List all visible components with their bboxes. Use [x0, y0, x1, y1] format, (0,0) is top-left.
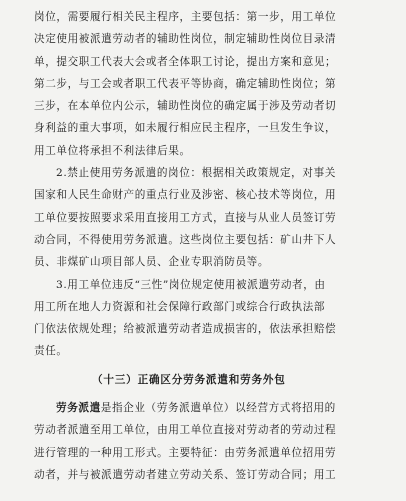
paragraph-labor-dispatch-definition	[34, 397, 378, 486]
text-fragment: 是指企业（劳务派遣单位）以经营方式将招用的	[100, 402, 336, 415]
text-line: 工单位要按照要求采用直接用工方式，直接与从业人员签订劳	[34, 211, 337, 224]
text-line: 劳动者派遣至用工单位，由用工单位直接对劳动者的劳动过程	[34, 424, 337, 437]
text-line: 三步，在本单位内公示，辅助性岗位的确定属于涉及劳动者切	[34, 100, 337, 113]
text-line: 用工所在地人力资源和社会保障行政部门或综合行政执法部	[34, 300, 326, 313]
text-line: 动者，并与被派遣劳动者建立劳动关系、签订劳动合同；用工	[34, 468, 337, 481]
defined-term: 劳务派遣	[56, 402, 101, 415]
text-line: 责任。	[34, 345, 68, 358]
text-line: 身利益的重大事项，如未履行相应民主程序，一旦发生争议，	[34, 122, 337, 135]
paragraph-prohibited-positions	[34, 162, 378, 273]
text-line: 2.禁止使用劳务派遣的岗位：根据相关政策规定，对事关	[56, 167, 336, 180]
text-line: 员、非煤矿山项目部人员、企业专职消防员等。	[34, 256, 270, 269]
text-line: 第二步，与工会或者职工代表平等协商，确定辅助性岗位；第	[34, 77, 337, 90]
text-line: 单，提交职工代表大会或者全体职工讨论，提出方案和意见；	[34, 55, 337, 68]
text-line	[34, 397, 378, 419]
paragraph-consultation-procedure	[34, 6, 378, 162]
section-heading-text: （十三）正确区分劳务派遣和劳务外包	[92, 373, 286, 386]
text-line: 3.用工单位违反“三性”岗位规定使用被派遣劳动者，由	[56, 278, 326, 291]
text-line: 进行管理的一种用工形式。主要特征：由劳务派遣单位招用劳	[34, 446, 337, 459]
text-line: 岗位，需要履行相关民主程序，主要包括：第一步，用工单位	[34, 11, 337, 23]
paragraph-violation-handling	[34, 274, 378, 363]
section-heading	[34, 369, 378, 391]
text-line: 决定使用被派遣劳动者的辅助性岗位，制定辅助性岗位目录清	[34, 33, 337, 46]
text-line: 动合同，不得使用劳务派遣。这些岗位主要包括：矿山井下人	[34, 233, 337, 246]
text-line: 国家和人民生命财产的重点行业及涉密、核心技术等岗位，用	[34, 189, 337, 202]
text-line: 门依法依规处理；给被派遣劳动者造成损害的，依法承担赔偿	[34, 323, 337, 336]
text-line: 用工单位将承担不利法律后果。	[34, 144, 191, 157]
